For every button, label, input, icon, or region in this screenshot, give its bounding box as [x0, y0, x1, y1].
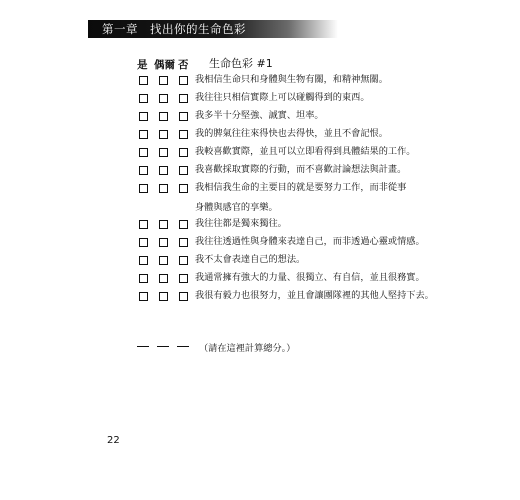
sometimes-checkbox[interactable]	[159, 94, 168, 103]
no-checkbox[interactable]	[179, 256, 188, 265]
statement-row	[0, 181, 520, 197]
statement-row	[0, 253, 520, 269]
chapter-title: 第一章 找出你的生命色彩	[102, 22, 246, 36]
sometimes-checkbox[interactable]	[159, 112, 168, 121]
yes-checkbox[interactable]	[139, 238, 148, 247]
statement-text: 我的脾氣往往來得快也去得快，並且不會記恨。	[195, 128, 388, 139]
no-checkbox[interactable]	[179, 292, 188, 301]
sometimes-checkbox[interactable]	[159, 166, 168, 175]
statement-text: 我喜歡採取實際的行動，而不喜歡討論想法與計畫。	[195, 164, 407, 175]
quiz-title: 生命色彩 #1	[209, 57, 273, 70]
no-checkbox[interactable]	[179, 184, 188, 193]
total-instruction: （請在這裡計算總分。）	[199, 343, 296, 354]
no-checkbox[interactable]	[179, 112, 188, 121]
no-checkbox[interactable]	[179, 130, 188, 139]
yes-checkbox[interactable]	[139, 256, 148, 265]
statement-row	[0, 91, 520, 107]
yes-checkbox[interactable]	[139, 130, 148, 139]
no-checkbox[interactable]	[179, 238, 188, 247]
column-sometimes-label: 偶爾	[154, 59, 175, 71]
statement-text: 我通常擁有強大的力量、很獨立、有自信，並且很務實。	[195, 272, 425, 283]
sometimes-checkbox[interactable]	[159, 184, 168, 193]
yes-checkbox[interactable]	[139, 148, 148, 157]
statement-text: 我相信生命只和身體與生物有關，和精神無關。	[195, 74, 388, 85]
statement-row	[0, 217, 520, 233]
yes-checkbox[interactable]	[139, 184, 148, 193]
no-total-blank[interactable]	[177, 346, 189, 347]
no-checkbox[interactable]	[179, 148, 188, 157]
statement-text: 我較喜歡實際，並且可以立即看得到具體結果的工作。	[195, 146, 416, 157]
statement-text: 我很有毅力也很努力，並且會讓團隊裡的其他人堅持下去。	[195, 290, 434, 301]
statement-row	[0, 127, 520, 143]
statement-text: 我往往只相信實際上可以碰觸得到的東西。	[195, 92, 370, 103]
yes-checkbox[interactable]	[139, 220, 148, 229]
no-checkbox[interactable]	[179, 166, 188, 175]
no-checkbox[interactable]	[179, 94, 188, 103]
yes-checkbox[interactable]	[139, 274, 148, 283]
no-checkbox[interactable]	[179, 274, 188, 283]
yes-checkbox[interactable]	[139, 112, 148, 121]
yes-checkbox[interactable]	[139, 94, 148, 103]
sometimes-checkbox[interactable]	[159, 76, 168, 85]
sometimes-checkbox[interactable]	[159, 292, 168, 301]
no-checkbox[interactable]	[179, 76, 188, 85]
statement-text: 我不太會表達自己的想法。	[195, 254, 306, 265]
statement-text: 我往往都是獨來獨往。	[195, 218, 287, 229]
statement-row	[0, 145, 520, 161]
sometimes-total-blank[interactable]	[157, 346, 169, 347]
statement-row	[0, 235, 520, 251]
yes-checkbox[interactable]	[139, 166, 148, 175]
statement-continuation: 身體與感官的享樂。	[195, 202, 278, 213]
statement-row	[0, 109, 520, 125]
statement-row	[0, 289, 520, 305]
column-yes-label: 是	[137, 59, 148, 71]
yes-checkbox[interactable]	[139, 76, 148, 85]
statement-row	[0, 163, 520, 179]
yes-checkbox[interactable]	[139, 292, 148, 301]
sometimes-checkbox[interactable]	[159, 148, 168, 157]
statement-text: 我往往透過性與身體來表達自己，而非透過心靈或情感。	[195, 236, 425, 247]
statement-row	[0, 271, 520, 287]
statement-row	[0, 73, 520, 89]
sometimes-checkbox[interactable]	[159, 274, 168, 283]
statement-text: 我相信我生命的主要目的就是要努力工作，而非從事	[195, 182, 407, 193]
no-checkbox[interactable]	[179, 220, 188, 229]
statement-text: 我多半十分堅強、誠實、坦率。	[195, 110, 324, 121]
page-number: 22	[107, 435, 120, 446]
sometimes-checkbox[interactable]	[159, 256, 168, 265]
sometimes-checkbox[interactable]	[159, 220, 168, 229]
yes-total-blank[interactable]	[137, 346, 149, 347]
sometimes-checkbox[interactable]	[159, 130, 168, 139]
column-no-label: 否	[178, 59, 189, 71]
sometimes-checkbox[interactable]	[159, 238, 168, 247]
